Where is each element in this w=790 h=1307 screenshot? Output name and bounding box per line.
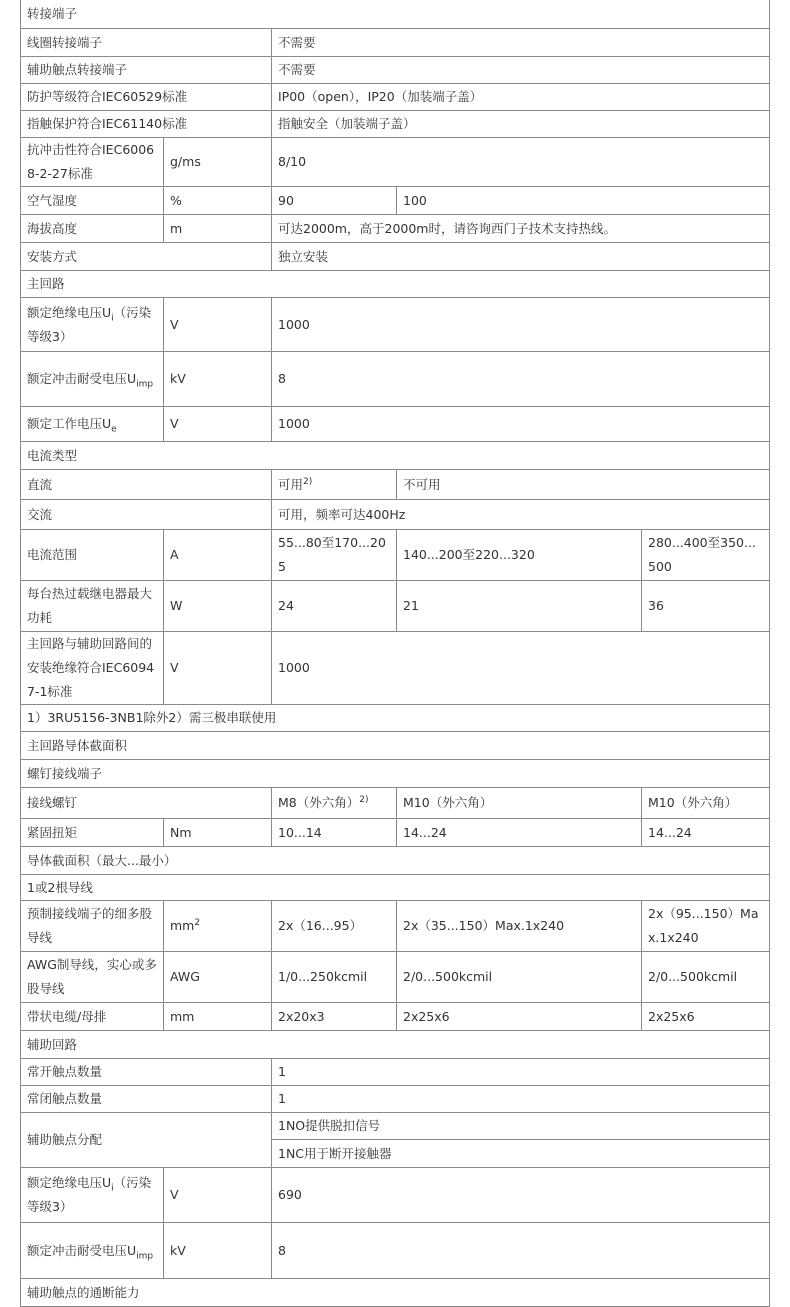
label-cell xyxy=(21,500,272,530)
cell-text: 不可用 xyxy=(403,476,441,492)
value-cell xyxy=(164,530,272,581)
cell-text: 可用，频率可达400Hz xyxy=(278,506,406,522)
value-cell xyxy=(642,952,770,1003)
table-row xyxy=(21,29,770,57)
label-cell xyxy=(21,1223,164,1279)
cell-subscript: e xyxy=(111,424,117,435)
cell-text: 1）3RU5156-3NB1除外2）需三极串联使用 xyxy=(27,710,277,725)
cell-text: 额定绝缘电压U xyxy=(27,304,112,320)
cell-text: M8（外六角） xyxy=(278,795,360,810)
table-row xyxy=(21,470,770,500)
value-cell xyxy=(642,819,770,847)
label-cell xyxy=(21,901,164,952)
table-row xyxy=(21,1003,770,1031)
value-cell xyxy=(272,470,397,500)
cell-text: 额定绝缘电压U xyxy=(27,1175,112,1190)
cell-text: 直流 xyxy=(27,476,53,492)
section-header-cell xyxy=(21,1031,770,1059)
table-row xyxy=(21,442,770,470)
value-cell xyxy=(164,187,272,215)
value-cell xyxy=(272,1113,770,1140)
value-cell xyxy=(397,788,642,819)
cell-text: V xyxy=(170,1187,179,1202)
value-cell xyxy=(272,298,770,352)
cell-text: mm xyxy=(170,1008,195,1024)
value-cell xyxy=(272,111,770,138)
value-cell xyxy=(272,352,770,407)
cell-text: 280...400至350...500 xyxy=(648,535,756,574)
cell-text: 2/0...500kcmil xyxy=(648,969,738,984)
cell-text: M10（外六角） xyxy=(648,795,738,810)
cell-text: A xyxy=(170,547,179,562)
value-cell xyxy=(164,1223,272,1279)
label-cell xyxy=(21,111,272,138)
table-row xyxy=(21,407,770,442)
value-cell xyxy=(272,500,770,530)
label-cell xyxy=(21,352,164,407)
cell-text: 1NO提供脱扣信号 xyxy=(278,1118,381,1133)
value-cell xyxy=(164,581,272,632)
spec-table-body xyxy=(21,0,770,1307)
table-row xyxy=(21,84,770,111)
section-header-cell xyxy=(21,760,770,788)
value-cell xyxy=(272,1086,770,1113)
table-row xyxy=(21,1223,770,1279)
cell-text: mm xyxy=(170,918,195,933)
label-cell xyxy=(21,788,272,819)
table-row xyxy=(21,187,770,215)
cell-text: 辅助触点分配 xyxy=(27,1132,103,1147)
cell-text: 14...24 xyxy=(648,824,692,840)
label-cell xyxy=(21,215,164,243)
cell-text: 1或2根导线 xyxy=(27,879,93,895)
table-row xyxy=(21,111,770,138)
cell-text: g/ms xyxy=(170,154,201,169)
value-cell xyxy=(272,29,770,57)
table-row xyxy=(21,1031,770,1059)
value-cell xyxy=(642,1003,770,1031)
cell-text: 额定冲击耐受电压U xyxy=(27,371,137,386)
cell-text: % xyxy=(170,192,182,208)
value-cell xyxy=(272,84,770,111)
cell-text: 带状电缆/母排 xyxy=(27,1008,107,1024)
table-row xyxy=(21,0,770,29)
value-cell xyxy=(642,581,770,632)
cell-text: 线圈转接端子 xyxy=(27,34,103,50)
section-header-cell xyxy=(21,705,770,732)
value-cell xyxy=(272,1168,770,1223)
cell-text: V xyxy=(170,416,179,431)
cell-text: 螺钉接线端子 xyxy=(27,765,103,781)
cell-text: Nm xyxy=(170,824,192,840)
cell-text: 辅助触点的通断能力 xyxy=(27,1284,140,1300)
section-header-cell xyxy=(21,0,770,29)
cell-text: 可用 xyxy=(278,476,304,492)
cell-text: 常闭触点数量 xyxy=(27,1091,103,1106)
cell-subscript: i xyxy=(111,313,114,323)
cell-text: 常开触点数量 xyxy=(27,1064,103,1079)
table-row xyxy=(21,1059,770,1086)
label-cell xyxy=(21,1168,164,1223)
cell-text: 交流 xyxy=(27,506,53,522)
section-header-cell xyxy=(21,442,770,470)
table-row xyxy=(21,632,770,705)
cell-text: 8/10 xyxy=(278,154,307,169)
cell-text: AWG xyxy=(170,969,200,984)
table-row xyxy=(21,352,770,407)
cell-text: m xyxy=(170,220,183,236)
label-cell xyxy=(21,819,164,847)
table-row xyxy=(21,138,770,187)
table-row xyxy=(21,788,770,819)
cell-text: 额定冲击耐受电压U xyxy=(27,1242,137,1258)
table-row xyxy=(21,581,770,632)
table-row xyxy=(21,530,770,581)
value-cell xyxy=(272,215,770,243)
value-cell xyxy=(272,581,397,632)
cell-text: 海拔高度 xyxy=(27,220,78,236)
cell-text: W xyxy=(170,598,183,613)
cell-text: 预制接线端子的细多股导线 xyxy=(27,906,153,945)
value-cell xyxy=(164,952,272,1003)
table-row xyxy=(21,1086,770,1113)
value-cell xyxy=(397,952,642,1003)
cell-text: 8 xyxy=(278,1242,286,1258)
label-cell xyxy=(21,1086,272,1113)
cell-text: V xyxy=(170,660,179,675)
section-header-cell xyxy=(21,1279,770,1307)
cell-text: 100 xyxy=(403,192,427,208)
table-row xyxy=(21,760,770,788)
cell-text: 紧固扭矩 xyxy=(27,824,78,840)
value-cell xyxy=(397,581,642,632)
value-cell xyxy=(272,788,397,819)
cell-text: 额定工作电压U xyxy=(27,416,112,431)
table-row xyxy=(21,875,770,901)
cell-text: 导体截面积（最大...最小） xyxy=(27,852,177,868)
cell-text: 独立安装 xyxy=(278,248,329,264)
value-cell xyxy=(272,1059,770,1086)
value-cell xyxy=(164,352,272,407)
table-row xyxy=(21,298,770,352)
cell-text: 指触保护符合IEC61140标准 xyxy=(27,116,188,131)
cell-text: kV xyxy=(170,371,186,386)
section-header-cell xyxy=(21,875,770,901)
cell-subscript: imp xyxy=(136,1251,154,1261)
cell-subscript: i xyxy=(111,1183,114,1194)
label-cell xyxy=(21,84,272,111)
value-cell xyxy=(272,901,397,952)
cell-text: 1/0...250kcmil xyxy=(278,969,368,984)
value-cell xyxy=(164,819,272,847)
cell-text: 防护等级符合IEC60529标准 xyxy=(27,89,188,104)
value-cell xyxy=(164,1003,272,1031)
section-header-cell xyxy=(21,732,770,760)
cell-text: 不需要 xyxy=(278,34,316,50)
cell-text: 14...24 xyxy=(403,824,447,840)
table-row xyxy=(21,1113,770,1140)
label-cell xyxy=(21,952,164,1003)
table-row xyxy=(21,243,770,271)
label-cell xyxy=(21,581,164,632)
cell-text: IP00（open），IP20（加装端子盖） xyxy=(278,89,483,104)
value-cell xyxy=(164,901,272,952)
value-cell xyxy=(272,952,397,1003)
cell-text: 1000 xyxy=(278,660,310,675)
label-cell xyxy=(21,1059,272,1086)
cell-superscript: 2) xyxy=(303,476,313,487)
value-cell xyxy=(272,530,397,581)
value-cell xyxy=(164,298,272,352)
value-cell xyxy=(397,187,770,215)
cell-text: 接线螺钉 xyxy=(27,795,78,810)
table-row xyxy=(21,952,770,1003)
value-cell xyxy=(272,243,770,271)
value-cell xyxy=(164,215,272,243)
table-row xyxy=(21,819,770,847)
cell-subscript: imp xyxy=(136,379,154,390)
label-cell xyxy=(21,138,164,187)
cell-text: 1000 xyxy=(278,416,310,431)
value-cell xyxy=(272,632,770,705)
cell-text: 1NC用于断开接触器 xyxy=(278,1145,392,1161)
value-cell xyxy=(272,1223,770,1279)
value-cell xyxy=(397,530,642,581)
table-row xyxy=(21,57,770,84)
cell-text: 55...80至170...205 xyxy=(278,535,386,574)
cell-text: 主回路与辅助回路间的安装绝缘符合IEC60947-1标准 xyxy=(27,636,155,699)
cell-text: 不需要 xyxy=(278,62,316,77)
value-cell xyxy=(397,1003,642,1031)
cell-text: 空气湿度 xyxy=(27,192,78,208)
cell-text: 2x25x6 xyxy=(403,1008,450,1024)
cell-text: 24 xyxy=(278,598,294,613)
label-cell xyxy=(21,57,272,84)
cell-text: kV xyxy=(170,1242,186,1258)
cell-text: 辅助回路 xyxy=(27,1036,78,1052)
cell-text: 10...14 xyxy=(278,824,322,840)
cell-text: 2x（16...95） xyxy=(278,918,363,933)
cell-text-suffix: （污染等级3） xyxy=(27,304,152,344)
label-cell xyxy=(21,407,164,442)
cell-text: 辅助触点转接端子 xyxy=(27,62,128,77)
table-row xyxy=(21,732,770,760)
value-cell xyxy=(164,1168,272,1223)
label-cell xyxy=(21,632,164,705)
label-cell xyxy=(21,470,272,500)
value-cell xyxy=(272,57,770,84)
section-header-cell xyxy=(21,847,770,875)
table-row xyxy=(21,500,770,530)
cell-text: 1 xyxy=(278,1091,286,1106)
value-cell xyxy=(164,407,272,442)
table-row xyxy=(21,1279,770,1307)
label-cell xyxy=(21,1113,272,1168)
cell-text: 抗冲击性符合IEC60068-2-27标准 xyxy=(27,142,155,181)
label-cell xyxy=(21,29,272,57)
value-cell xyxy=(642,788,770,819)
value-cell xyxy=(642,530,770,581)
cell-text: 2x（35...150）Max.1x240 xyxy=(403,918,565,933)
cell-text: M10（外六角） xyxy=(403,795,493,810)
table-row xyxy=(21,1168,770,1223)
table-row xyxy=(21,901,770,952)
cell-text: 指触安全（加装端子盖） xyxy=(278,116,416,131)
spec-table xyxy=(20,0,770,1307)
cell-text-suffix: （污染等级3） xyxy=(27,1175,152,1214)
table-row xyxy=(21,705,770,732)
label-cell xyxy=(21,187,164,215)
cell-text: 可达2000m，高于2000m时，请咨询西门子技术支持热线。 xyxy=(278,220,616,236)
value-cell xyxy=(164,632,272,705)
section-header-cell xyxy=(21,271,770,298)
cell-text: 1000 xyxy=(278,316,310,332)
cell-text: 主回路导体截面积 xyxy=(27,737,128,753)
value-cell xyxy=(164,138,272,187)
cell-text: 每台热过载继电器最大功耗 xyxy=(27,586,153,625)
value-cell xyxy=(397,470,770,500)
cell-text: 140...200至220...320 xyxy=(403,547,535,562)
value-cell xyxy=(272,819,397,847)
cell-text: 2x25x6 xyxy=(648,1008,695,1024)
value-cell xyxy=(272,187,397,215)
cell-text: 电流类型 xyxy=(27,447,78,463)
label-cell xyxy=(21,243,272,271)
value-cell xyxy=(272,138,770,187)
cell-text: 1 xyxy=(278,1064,286,1079)
cell-text: 2x（95...150）Max.1x240 xyxy=(648,906,759,945)
cell-text: 主回路 xyxy=(27,276,65,291)
label-cell xyxy=(21,530,164,581)
cell-text: 36 xyxy=(648,598,664,613)
cell-text: 2x20x3 xyxy=(278,1008,325,1024)
cell-text: 2/0...500kcmil xyxy=(403,969,493,984)
value-cell xyxy=(397,819,642,847)
label-cell xyxy=(21,1003,164,1031)
section-header-cell xyxy=(272,1140,770,1168)
value-cell xyxy=(397,901,642,952)
cell-text: 21 xyxy=(403,598,419,613)
cell-superscript: 2 xyxy=(194,917,201,928)
cell-text: 转接端子 xyxy=(27,6,78,21)
table-row xyxy=(21,847,770,875)
cell-text: 8 xyxy=(278,371,286,386)
cell-text: 90 xyxy=(278,192,294,208)
value-cell xyxy=(642,901,770,952)
cell-text: 690 xyxy=(278,1187,302,1202)
cell-text: V xyxy=(170,316,179,332)
label-cell xyxy=(21,298,164,352)
value-cell xyxy=(272,407,770,442)
cell-superscript: 2) xyxy=(359,794,369,805)
table-row xyxy=(21,271,770,298)
value-cell xyxy=(272,1003,397,1031)
cell-text: 安装方式 xyxy=(27,248,78,264)
cell-text: 电流范围 xyxy=(27,547,78,562)
table-row xyxy=(21,215,770,243)
cell-text: AWG制导线，实心或多股导线 xyxy=(27,957,157,996)
